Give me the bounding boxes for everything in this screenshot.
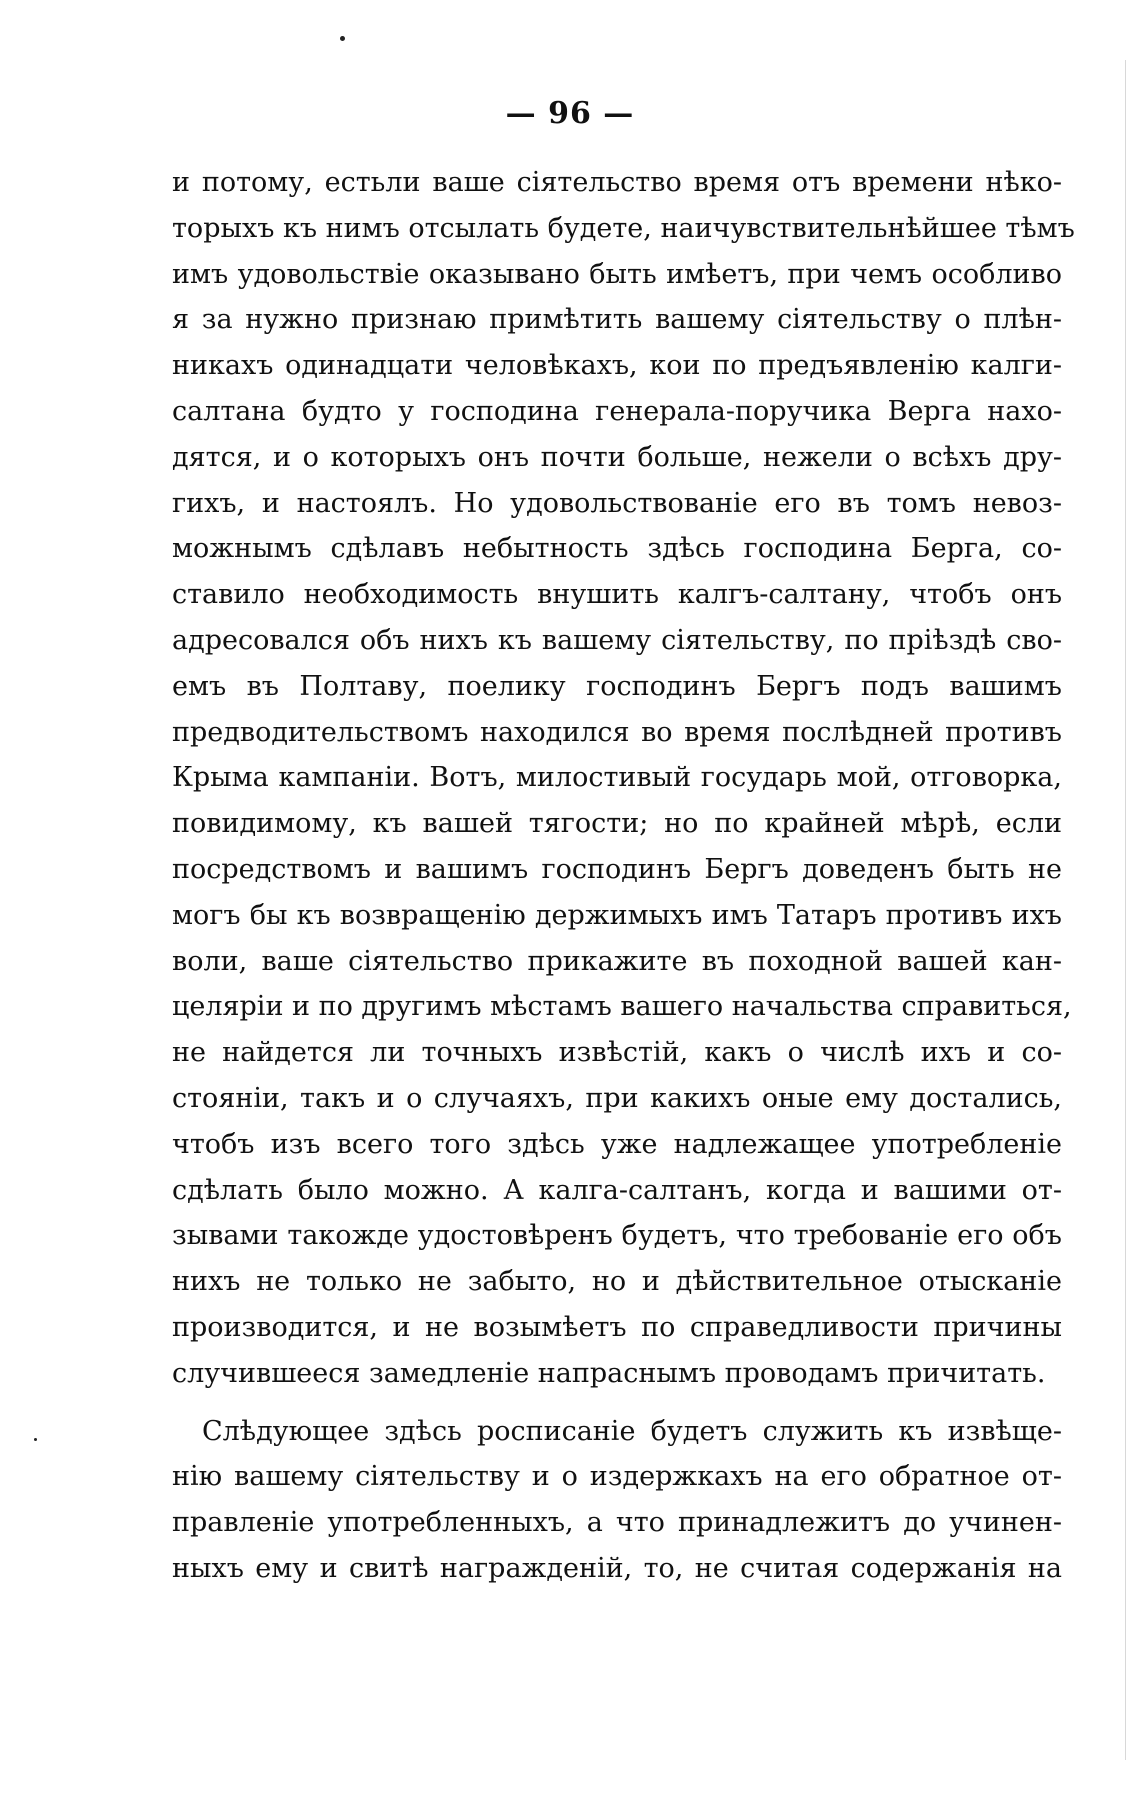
- text-line: посредствомъ и вашимъ господинъ Бергъ доведенъ быть не: [172, 853, 1062, 885]
- text-line: не найдется ли точныхъ извѣстій, какъ о числѣ ихъ и со-: [172, 1037, 1062, 1069]
- text-line: гихъ, и настоялъ. Но удовольствованіе его въ томъ невоз-: [172, 487, 1062, 519]
- text-line: сдѣлать было можно. А калга-салтанъ, когда и вашими от-: [172, 1174, 1062, 1206]
- text-line: повидимому, къ вашей тягости; но по крайней мѣрѣ, если: [172, 808, 1062, 840]
- text-line: имъ удовольствіе оказывано быть имѣетъ, при чемъ особливо: [172, 258, 1062, 290]
- text-line: можнымъ сдѣлавъ небытность здѣсь господина Берга, со-: [172, 533, 1062, 565]
- text-line: случившееся замедленіе напраснымъ проводамъ причитать.: [172, 1357, 1046, 1389]
- text-line: салтана будто у господина генерала-поручика Верга нахо-: [172, 395, 1062, 427]
- page-number: — 96 —: [505, 96, 635, 131]
- text-line: Крыма кампаніи. Вотъ, милостивый государь мой, отговорка,: [172, 762, 1062, 794]
- paragraph-gap: [172, 1397, 1062, 1409]
- text-line: ныхъ ему и свитѣ награжденій, то, не считая содержанія на: [172, 1552, 1062, 1584]
- text-line: стояніи, такъ и о случаяхъ, при какихъ оные ему достались,: [172, 1082, 1062, 1114]
- paragraph: [172, 1409, 1062, 1592]
- text-line: чтобъ изъ всего того здѣсь уже надлежащее употребленіе: [172, 1128, 1062, 1160]
- text-line: и потому, естьли ваше сіятельство время отъ времени нѣко-: [172, 167, 1062, 198]
- text-line: Слѣдующее здѣсь росписаніе будетъ служить къ извѣще-: [202, 1415, 1062, 1447]
- text-line: я за нужно признаю примѣтить вашему сіятельству о плѣн-: [172, 304, 1062, 336]
- ink-speck: [340, 36, 345, 41]
- text-line: целяріи и по другимъ мѣстамъ вашего начальства справиться,: [172, 991, 1072, 1023]
- text-line: дятся, и о которыхъ онъ почти больше, нежели о всѣхъ дру-: [172, 441, 1062, 473]
- body-text: [172, 160, 1075, 1592]
- text-line: правленіе употребленныхъ, а что принадлежитъ до учинен-: [172, 1507, 1062, 1539]
- text-line: нію вашему сіятельству и о издержкахъ на его обратное от-: [172, 1461, 1062, 1493]
- text-line: предводительствомъ находился во время послѣдней противъ: [172, 716, 1062, 748]
- paragraph: [172, 160, 1075, 1397]
- text-line: торыхъ къ нимъ отсылать будете, наичувствительнѣйшее тѣмъ: [172, 212, 1075, 244]
- text-line: адресовался объ нихъ къ вашему сіятельству, по пріѣздѣ сво-: [172, 624, 1062, 656]
- page-edge-line: [1125, 60, 1126, 1760]
- text-line: зывами такожде удостовѣренъ будетъ, что требованіе его объ: [172, 1220, 1062, 1252]
- text-line: могъ бы къ возвращенію держимыхъ имъ Татаръ противъ ихъ: [172, 899, 1062, 931]
- text-line: ставило необходимость внушить калгъ-салтану, чтобъ онъ: [172, 579, 1062, 611]
- text-line: никахъ одинадцати человѣкахъ, кои по предъявленію калги-: [172, 350, 1062, 382]
- text-line: нихъ не только не забыто, но и дѣйствительное отысканіе: [172, 1266, 1062, 1298]
- text-line: производится, и не возымѣетъ по справедливости причины: [172, 1311, 1062, 1343]
- ink-speck: [34, 1438, 37, 1441]
- text-line: воли, ваше сіятельство прикажите въ походной вашей кан-: [172, 945, 1062, 977]
- text-line: емъ въ Полтаву, поелику господинъ Бергъ подъ вашимъ: [172, 670, 1062, 702]
